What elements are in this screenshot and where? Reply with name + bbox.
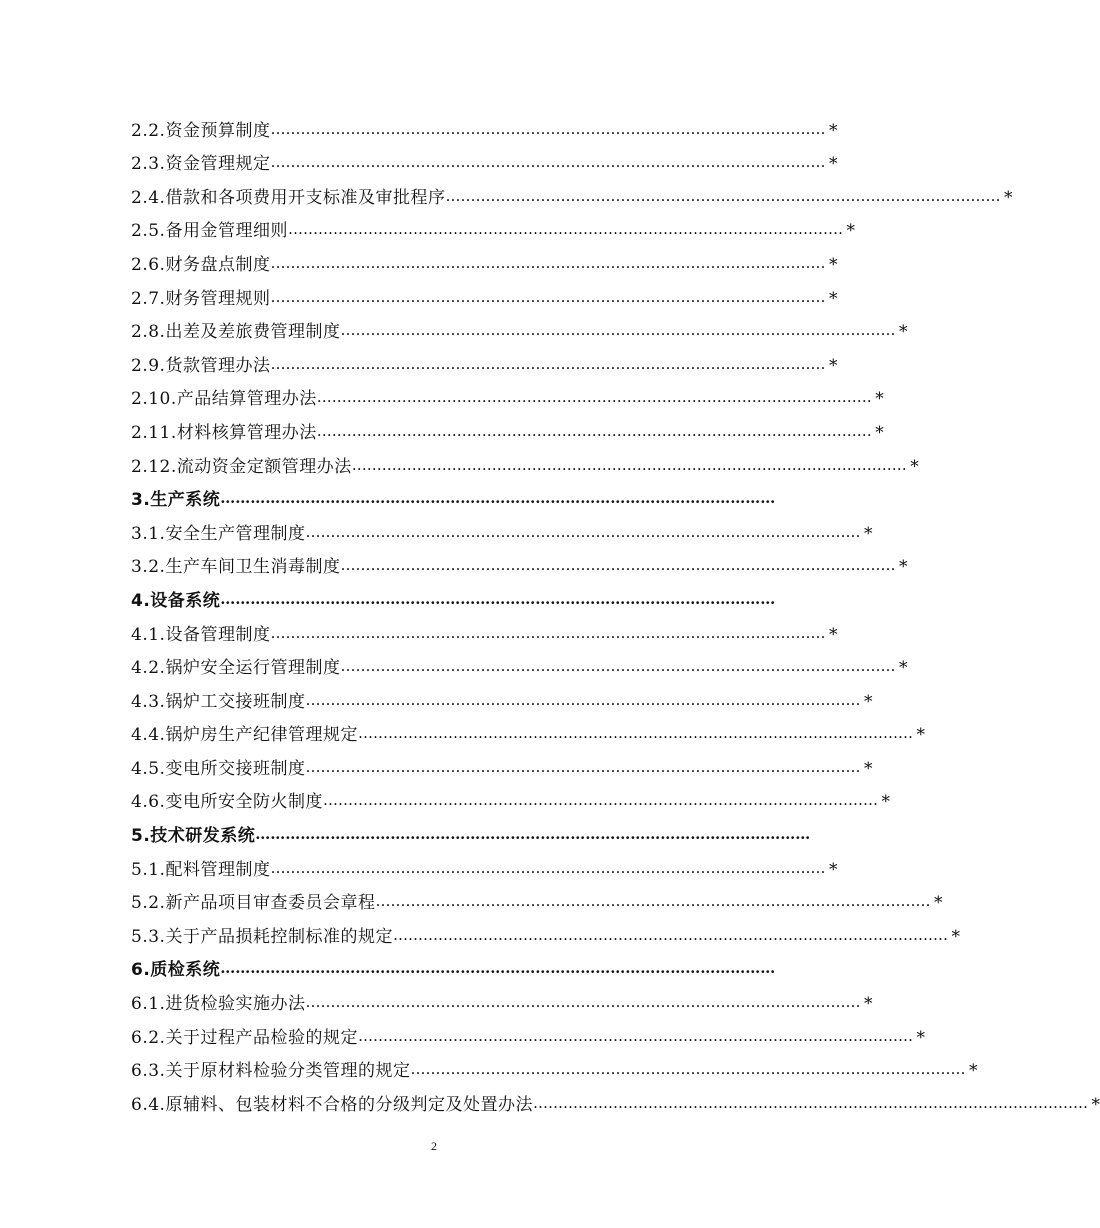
toc-page-ref: * — [1091, 1094, 1100, 1115]
toc-entry-title: 2.3.资金管理规定 — [131, 154, 271, 175]
toc-leader-dots: ………………………………………………………………………………………………… — [322, 791, 878, 810]
toc-section-title: 3.生产系统 — [131, 490, 221, 511]
toc-entry-4-4[interactable] — [131, 714, 925, 748]
toc-entry-title: 4.4.锅炉房生产纪律管理规定 — [131, 725, 358, 746]
toc-entry-6-1[interactable] — [131, 982, 873, 1016]
toc-entry-5-2[interactable] — [131, 882, 943, 916]
toc-section-3[interactable] — [131, 479, 776, 513]
toc-page-ref: * — [828, 154, 838, 175]
toc-entry-5-3[interactable] — [131, 915, 960, 949]
toc-entry-4-6[interactable] — [131, 781, 890, 815]
toc-entry-6-4[interactable] — [131, 1083, 1100, 1117]
toc-leader-dots: ………………………………………………………………………………………………… — [270, 287, 826, 306]
toc-page-ref: * — [828, 355, 838, 376]
toc-entry-3-2[interactable] — [131, 546, 908, 580]
toc-page-ref: * — [881, 792, 890, 813]
toc-entry-2-6[interactable] — [131, 243, 838, 277]
toc-entry-4-5[interactable] — [131, 747, 873, 781]
toc-section-5[interactable] — [131, 814, 811, 848]
toc-entry-title: 2.2.资金预算制度 — [131, 120, 271, 141]
toc-leader-dots: ………………………………………………………………………………………………… — [305, 757, 861, 776]
toc-leader-dots: ………………………………………………………………………………………………… — [351, 455, 907, 474]
toc-entry-2-5[interactable] — [131, 210, 855, 244]
toc-entry-title: 2.8.出差及差旅费管理制度 — [131, 322, 341, 343]
toc-leader-dots: ………………………………………………………………………………………………… — [357, 724, 913, 743]
toc-entry-2-8[interactable] — [131, 311, 908, 345]
toc-entry-title: 6.4.原辅料、包装材料不合格的分级判定及处置办法 — [131, 1094, 533, 1115]
toc-entry-2-12[interactable] — [131, 445, 919, 479]
toc-entry-title: 4.5.变电所交接班制度 — [131, 758, 306, 779]
toc-leader-dots: ………………………………………………………………………………………………… — [270, 119, 826, 138]
toc-page-ref: * — [916, 725, 925, 746]
toc-leader-dots: ………………………………………………………………………………………………… — [305, 993, 861, 1012]
toc-entry-title: 6.2.关于过程产品检验的规定 — [131, 1027, 358, 1048]
toc-entry-title: 3.2.生产车间卫生消毒制度 — [131, 557, 341, 578]
toc-entry-title: 4.1.设备管理制度 — [131, 624, 271, 645]
toc-page-ref: * — [875, 422, 884, 443]
toc-section-4[interactable] — [131, 579, 776, 613]
toc-leader-dots: ………………………………………………………………………………………………… — [270, 858, 826, 877]
toc-entry-3-1[interactable] — [131, 512, 873, 546]
toc-entry-2-9[interactable] — [131, 344, 838, 378]
toc-entry-4-2[interactable] — [131, 647, 908, 681]
toc-page-ref: * — [910, 456, 919, 477]
toc-entry-2-11[interactable] — [131, 411, 884, 445]
toc-section-title: 6.质检系统 — [131, 960, 221, 981]
toc-page-ref: * — [863, 758, 873, 779]
toc-entry-title: 4.3.锅炉工交接班制度 — [131, 691, 306, 712]
toc-leader-dots: ………………………………………………………………………………………………… — [220, 489, 776, 508]
toc-leader-dots: ………………………………………………………………………………………………… — [270, 623, 826, 642]
toc-page-ref: * — [898, 557, 908, 578]
toc-page-ref: * — [828, 624, 838, 645]
toc-entry-2-2[interactable] — [131, 109, 838, 143]
toc-entry-title: 5.3.关于产品损耗控制标准的规定 — [131, 926, 393, 947]
toc-entry-title: 5.1.配料管理制度 — [131, 859, 271, 880]
toc-leader-dots: ………………………………………………………………………………………………… — [316, 421, 872, 440]
toc-entry-2-7[interactable] — [131, 277, 838, 311]
toc-entry-title: 2.5.备用金管理细则 — [131, 221, 288, 242]
toc-leader-dots: ………………………………………………………………………………………………… — [220, 589, 776, 608]
toc-entry-title: 2.9.货款管理办法 — [131, 355, 271, 376]
toc-leader-dots: ………………………………………………………………………………………………… — [305, 690, 861, 709]
toc-entry-title: 6.1.进货检验实施办法 — [131, 994, 306, 1015]
toc-leader-dots: ………………………………………………………………………………………………… — [305, 522, 861, 541]
toc-entry-title: 2.7.财务管理规则 — [131, 288, 271, 309]
toc-leader-dots: ………………………………………………………………………………………………… — [255, 825, 811, 844]
toc-entry-title: 4.6.变电所安全防火制度 — [131, 792, 323, 813]
toc-entry-2-4[interactable] — [131, 176, 1013, 210]
toc-page-ref: * — [1003, 187, 1013, 208]
toc-leader-dots: ………………………………………………………………………………………………… — [410, 1060, 966, 1079]
toc-leader-dots: ………………………………………………………………………………………………… — [340, 657, 896, 676]
toc-page-ref: * — [968, 1061, 978, 1082]
toc-page-ref: * — [933, 893, 943, 914]
toc-page-ref: * — [828, 288, 838, 309]
toc-entry-title: 2.11.材料核算管理办法 — [131, 422, 317, 443]
toc-page-ref: * — [875, 389, 884, 410]
toc-entry-6-3[interactable] — [131, 1050, 978, 1084]
toc-entry-4-3[interactable] — [131, 680, 873, 714]
toc-leader-dots: ………………………………………………………………………………………………… — [340, 556, 896, 575]
toc-entry-2-10[interactable] — [131, 378, 884, 412]
toc-leader-dots: ………………………………………………………………………………………………… — [392, 925, 948, 944]
toc-section-6[interactable] — [131, 949, 776, 983]
toc-entry-6-2[interactable] — [131, 1016, 925, 1050]
toc-page-ref: * — [898, 658, 908, 679]
toc-page-ref: * — [863, 523, 873, 544]
toc-entry-title: 2.4.借款和各项费用开支标准及审批程序 — [131, 187, 446, 208]
toc-entry-title: 2.6.财务盘点制度 — [131, 254, 271, 275]
toc-entry-4-1[interactable] — [131, 613, 838, 647]
toc-leader-dots: ………………………………………………………………………………………………… — [445, 186, 1001, 205]
toc-entry-title: 3.1.安全生产管理制度 — [131, 523, 306, 544]
page-number: 2 — [431, 1139, 437, 1153]
toc-page-ref: * — [828, 859, 838, 880]
table-of-contents — [131, 109, 1100, 1117]
toc-page-ref: * — [916, 1027, 925, 1048]
toc-entry-title: 2.10.产品结算管理办法 — [131, 389, 317, 410]
toc-page-ref: * — [898, 322, 908, 343]
toc-entry-title: 4.2.锅炉安全运行管理制度 — [131, 658, 341, 679]
toc-page-ref: * — [863, 691, 873, 712]
toc-page-ref: * — [828, 254, 838, 275]
toc-section-title: 4.设备系统 — [131, 590, 221, 611]
toc-entry-5-1[interactable] — [131, 848, 838, 882]
toc-leader-dots: ………………………………………………………………………………………………… — [287, 220, 843, 239]
toc-leader-dots: ………………………………………………………………………………………………… — [220, 959, 776, 978]
toc-section-title: 5.技术研发系统 — [131, 826, 256, 847]
toc-entry-title: 6.3.关于原材料检验分类管理的规定 — [131, 1061, 411, 1082]
toc-leader-dots: ………………………………………………………………………………………………… — [270, 253, 826, 272]
toc-page-ref: * — [863, 994, 873, 1015]
toc-leader-dots: ………………………………………………………………………………………………… — [357, 1026, 913, 1045]
toc-leader-dots: ………………………………………………………………………………………………… — [270, 354, 826, 373]
toc-page-ref: * — [951, 926, 960, 947]
toc-page-ref: * — [828, 120, 838, 141]
toc-leader-dots: ………………………………………………………………………………………………… — [375, 892, 931, 911]
toc-entry-title: 5.2.新产品项目审查委员会章程 — [131, 893, 376, 914]
toc-entry-2-3[interactable] — [131, 143, 838, 177]
toc-leader-dots: ………………………………………………………………………………………………… — [532, 1093, 1088, 1112]
toc-entry-title: 2.12.流动资金定额管理办法 — [131, 456, 352, 477]
toc-page-ref: * — [846, 221, 855, 242]
toc-leader-dots: ………………………………………………………………………………………………… — [270, 153, 826, 172]
toc-leader-dots: ………………………………………………………………………………………………… — [316, 388, 872, 407]
toc-leader-dots: ………………………………………………………………………………………………… — [340, 321, 896, 340]
